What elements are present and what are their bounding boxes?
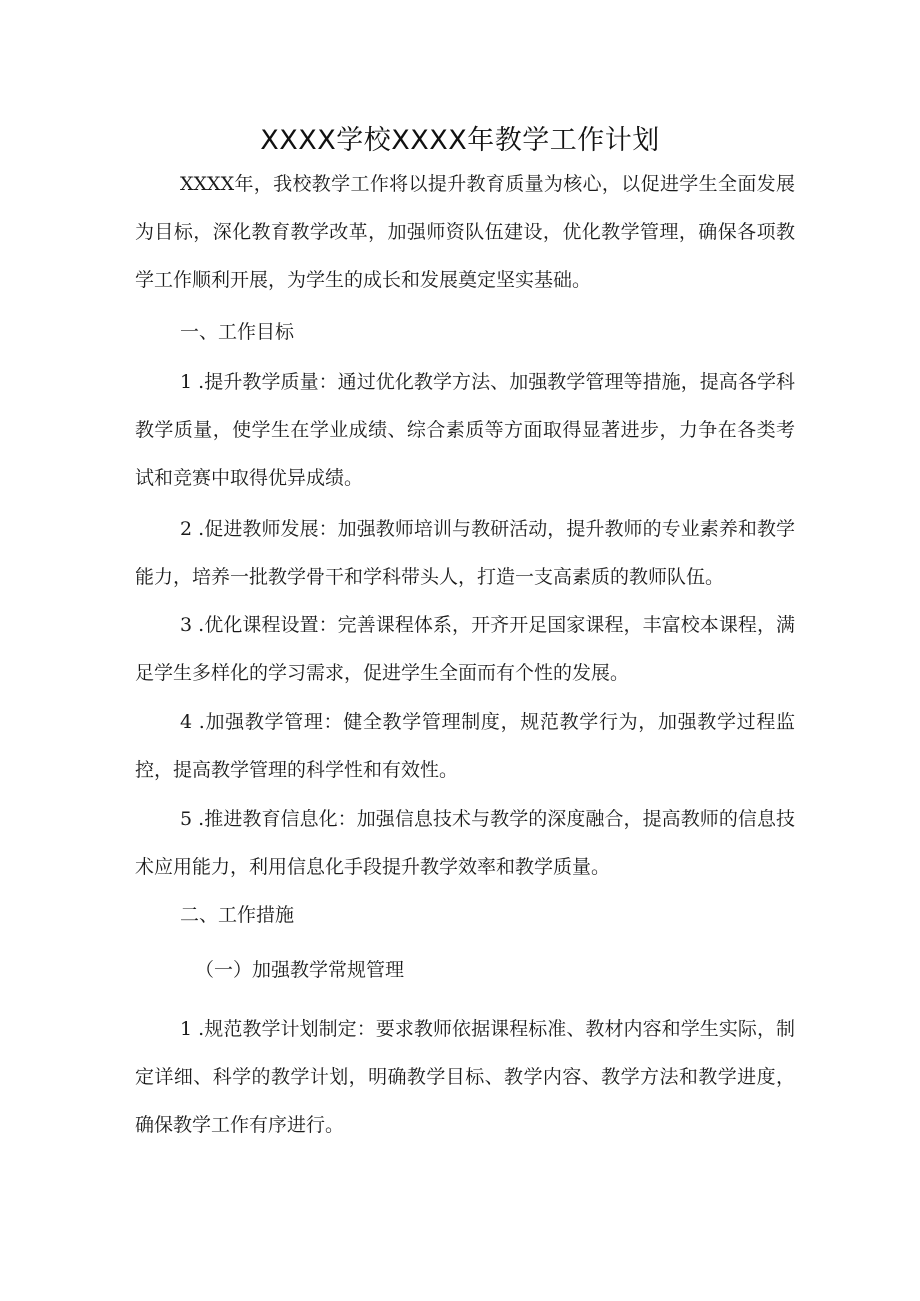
goal-item-5: 5 .推进教育信息化：加强信息技术与教学的深度融合，提高教师的信息技术应用能力，利用信息化手段提升教学效率和教学质量。 [135, 808, 795, 878]
goal-item-3: 3 .优化课程设置：完善课程体系，开齐开足国家课程，丰富校本课程，满足学生多样化的学习需求，促进学生全面而有个性的发展。 [135, 614, 795, 684]
section-heading-goals: 一、工作目标 [180, 321, 295, 343]
subsection-heading-routine: （一）加强教学常规管理 [195, 959, 405, 981]
document-title: XXXX学校XXXX年教学工作计划 [260, 125, 660, 156]
measure-item-1: 1 .规范教学计划制定：要求教师依据课程标准、教材内容和学生实际，制定详细、科学的教学计划，明确教学目标、教学内容、教学方法和教学进度，确保教学工作有序进行。 [135, 1018, 795, 1136]
goal-item-1: 1 .提升教学质量：通过优化教学方法、加强教学管理等措施，提高各学科教学质量，使学生在学业成绩、综合素质等方面取得显著进步，力争在各类考试和竞赛中取得优异成绩。 [135, 371, 795, 489]
goal-item-4: 4 .加强教学管理：健全教学管理制度，规范教学行为，加强教学过程监控，提高教学管理的科学性和有效性。 [135, 711, 795, 781]
intro-paragraph: XXXX年，我校教学工作将以提升教育质量为核心，以促进学生全面发展为目标，深化教育教学改革，加强师资队伍建设，优化教学管理，确保各项教学工作顺利开展，为学生的成长和发展奠定坚实基础。 [135, 173, 795, 291]
section-heading-measures: 二、工作措施 [180, 904, 295, 926]
goal-item-2: 2 .促进教师发展：加强教师培训与教研活动，提升教师的专业素养和教学能力，培养一批教学骨干和学科带头人，打造一支高素质的教师队伍。 [135, 518, 795, 588]
